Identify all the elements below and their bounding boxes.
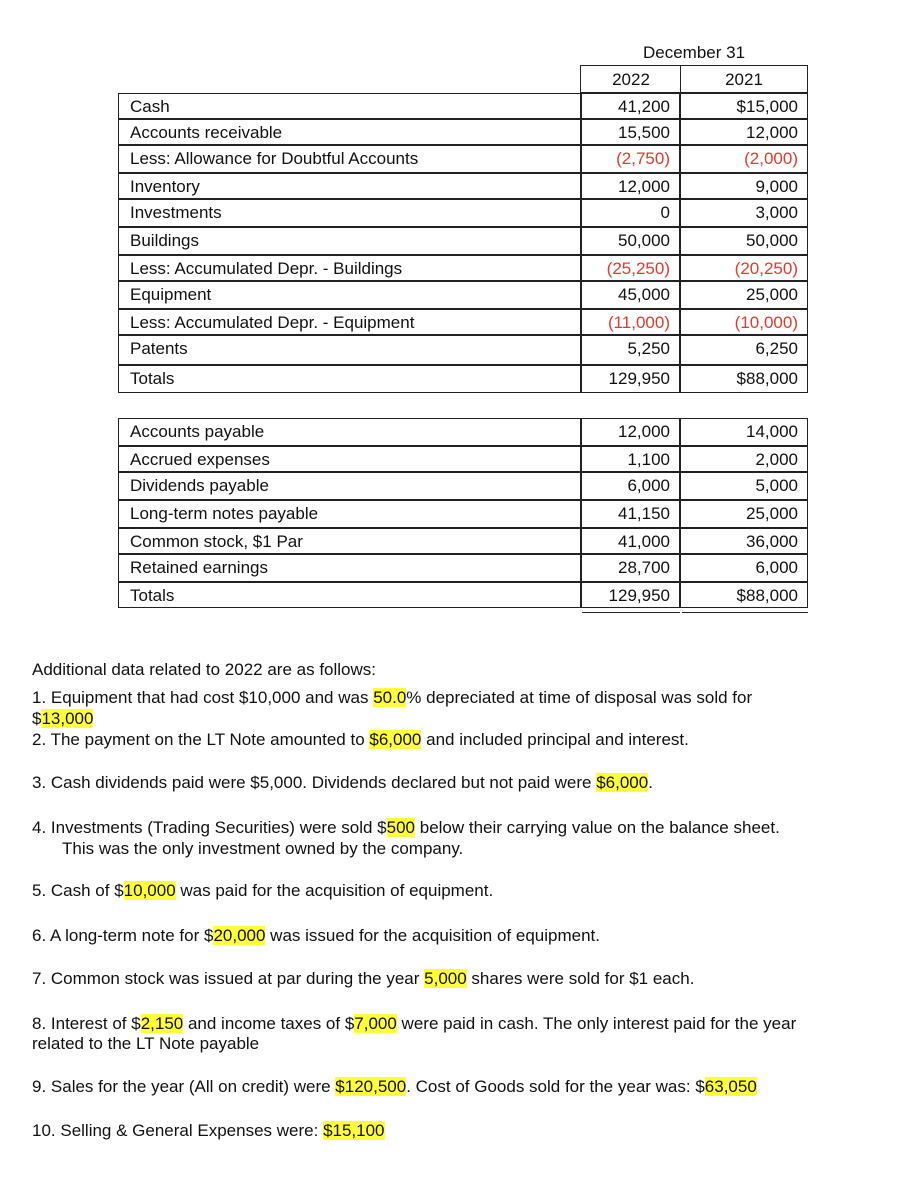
liabilities-value-2022: 6,000	[627, 476, 670, 495]
liabilities-label: Dividends payable	[130, 476, 269, 495]
liabilities-label: Common stock, $1 Par	[130, 532, 303, 551]
liabilities-value-2022: 1,100	[627, 450, 670, 469]
assets-row	[0, 227, 902, 254]
assets-row	[0, 119, 902, 146]
liabilities-label: Retained earnings	[130, 558, 268, 577]
double-underline	[682, 612, 808, 613]
liabilities-row	[0, 446, 902, 473]
assets-label: Buildings	[130, 231, 199, 250]
liabilities-row	[0, 500, 902, 527]
liabilities-row	[0, 472, 902, 499]
note-1-cont: $13,000	[32, 709, 94, 728]
assets-value-2021: 12,000	[746, 123, 798, 142]
assets-value-2021: $15,000	[736, 97, 798, 116]
liabilities-value-2022: 41,000	[618, 532, 670, 551]
assets-value-2021: 3,000	[755, 203, 798, 222]
assets-value-2021: $88,000	[736, 369, 798, 388]
liabilities-value-2021: $88,000	[736, 586, 798, 605]
assets-label: Less: Accumulated Depr. - Buildings	[130, 259, 403, 278]
assets-value-2022: 129,950	[608, 369, 670, 388]
liabilities-label: Totals	[130, 586, 175, 605]
assets-value-2022: 45,000	[618, 285, 670, 304]
assets-value-2021: (10,000)	[734, 313, 798, 332]
assets-label: Totals	[130, 369, 175, 388]
assets-value-2022: 12,000	[618, 177, 670, 196]
liabilities-value-2022: 129,950	[608, 586, 670, 605]
assets-value-2021: 9,000	[755, 177, 798, 196]
assets-value-2022: (11,000)	[607, 313, 670, 332]
assets-label: Inventory	[130, 177, 200, 196]
assets-value-2022: 41,200	[618, 97, 670, 116]
note-8-cont: related to the LT Note payable	[32, 1034, 260, 1053]
note-9: 9. Sales for the year (All on credit) were $120,500. Cost of Goods sold for the year was: $63,050	[32, 1077, 757, 1096]
assets-row	[0, 173, 902, 200]
year-header-divider	[680, 65, 681, 93]
note-3: 3. Cash dividends paid were $5,000. Dividends declared but not paid were $6,000.	[32, 773, 653, 792]
assets-value-2022: (2,750)	[616, 149, 670, 168]
note-8: 8. Interest of $2,150 and income taxes of $7,000 were paid in cash. The only interest paid for the year	[32, 1014, 797, 1033]
assets-value-2022: 50,000	[618, 231, 670, 250]
liabilities-value-2021: 2,000	[755, 450, 798, 469]
note-6: 6. A long-term note for $20,000 was issued for the acquisition of equipment.	[32, 926, 600, 945]
liabilities-label: Accrued expenses	[130, 450, 270, 469]
note-4: 4. Investments (Trading Securities) were sold $500 below their carrying value on the balance sheet.	[32, 818, 780, 837]
liabilities-value-2021: 25,000	[746, 504, 798, 523]
assets-row	[0, 93, 902, 120]
note-4-cont: This was the only investment owned by the company.	[62, 839, 464, 858]
assets-label: Accounts receivable	[130, 123, 283, 142]
liabilities-label: Accounts payable	[130, 422, 265, 441]
assets-value-2021: (2,000)	[744, 149, 798, 168]
assets-row	[0, 281, 902, 308]
assets-label: Less: Allowance for Doubtful Accounts	[130, 149, 419, 168]
assets-value-2021: 50,000	[746, 231, 798, 250]
assets-value-2022: 15,500	[618, 123, 670, 142]
liabilities-label: Long-term notes payable	[130, 504, 319, 523]
assets-label: Equipment	[130, 285, 212, 304]
assets-value-2021: 25,000	[746, 285, 798, 304]
assets-row	[0, 335, 902, 362]
assets-row	[0, 145, 902, 172]
assets-value-2022: 0	[660, 203, 670, 222]
note-10: 10. Selling & General Expenses were: $15,100	[32, 1121, 385, 1140]
assets-value-2021: (20,250)	[734, 259, 798, 278]
liabilities-row	[0, 582, 902, 609]
liabilities-value-2021: 5,000	[755, 476, 798, 495]
year-2022-header: 2022	[612, 70, 650, 89]
assets-row	[0, 199, 902, 226]
liabilities-value-2021: 36,000	[746, 532, 798, 551]
assets-value-2022: (25,250)	[606, 259, 670, 278]
assets-label: Patents	[130, 339, 188, 358]
assets-row	[0, 309, 902, 336]
note-5: 5. Cash of $10,000 was paid for the acquisition of equipment.	[32, 881, 494, 900]
assets-value-2022: 5,250	[627, 339, 670, 358]
liabilities-value-2021: 6,000	[755, 558, 798, 577]
note-1: 1. Equipment that had cost $10,000 and was 50.0% depreciated at time of disposal was sold for	[32, 688, 753, 707]
notes-intro: Additional data related to 2022 are as follows:	[32, 660, 377, 679]
assets-value-2021: 6,250	[755, 339, 798, 358]
liabilities-value-2021: 14,000	[746, 422, 798, 441]
assets-row	[0, 255, 902, 282]
liabilities-value-2022: 28,700	[618, 558, 670, 577]
assets-label: Less: Accumulated Depr. - Equipment	[130, 313, 415, 332]
liabilities-row	[0, 554, 902, 581]
assets-label: Investments	[130, 203, 222, 222]
liabilities-row	[0, 528, 902, 555]
period-header: December 31	[642, 43, 746, 62]
note-2: 2. The payment on the LT Note amounted to $6,000 and included principal and interest.	[32, 730, 689, 749]
liabilities-value-2022: 41,150	[618, 504, 670, 523]
year-2021-header: 2021	[725, 70, 763, 89]
liabilities-row	[0, 418, 902, 445]
double-underline	[582, 612, 680, 613]
note-7: 7. Common stock was issued at par during the year 5,000 shares were sold for $1 each.	[32, 969, 695, 988]
assets-label: Cash	[130, 97, 170, 116]
assets-row	[0, 365, 902, 392]
liabilities-value-2022: 12,000	[618, 422, 670, 441]
